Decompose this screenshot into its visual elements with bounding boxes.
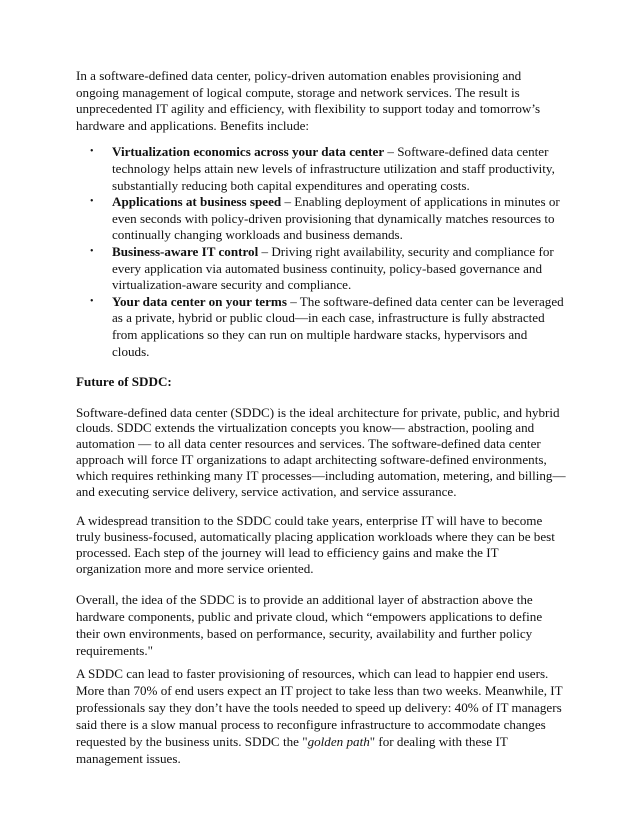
benefit-text: – Enabling deployment of applications in minutes or even seconds with policy-driven provisioning that dynamically matches resources to continually changing workloads and business demands. [112,194,560,243]
closing-paragraph [76,665,566,767]
benefit-text: – Driving right availability, security and compliance for every application via automated business continuity, policy-based governance and virtualization-aware security and compliance. [112,243,554,293]
bullet-icon: • [90,146,94,158]
closing-text-start: A SDDC can lead to faster provisioning of resources, which can lead to happier end users. More than 70% of end users expect an IT project to take less than two weeks. Meanwhile, IT professionals say they don’t have the tools needed to speed up delivery: 40% of IT managers said there is a slow manual process to reconfigure infrastructure to accommodate changes requested by the business units. SDDC the " [76,665,563,749]
benefit-title: Applications at business speed [112,194,282,210]
bullet-icon: • [90,295,94,307]
list-item [90,243,566,294]
benefit-title: Your data center on your terms [112,293,287,309]
list-item [90,293,566,360]
bullet-icon: • [90,196,94,208]
section-heading: Future of SDDC: [76,374,172,390]
closing-text-end: " for dealing with these IT management issues. [76,733,508,766]
list-item [90,194,566,244]
benefit-title: Business-aware IT control [112,243,259,259]
body-paragraph: Overall, the idea of the SDDC is to provide an additional layer of abstraction above the hardware components, public and private cloud, which “empowers applications to define their own environments, based on performance, security, availability and further policy requirements." [76,591,543,658]
benefit-text: – The software-defined data center can be leveraged as a private, hybrid or public cloud—in each case, infrastructure is fully abstracted from applications so they can run on multiple hardware stacks, hypervisors and clouds. [112,293,564,359]
document-page [76,68,566,781]
intro-paragraph: In a software-defined data center, policy-driven automation enables provisioning and ongoing management of logical compute, storage and network services. The result is unprecedented IT agility and efficiency, with flexibility to support today and tomorrow’s hardware and applications. Benefits include: [76,68,541,133]
benefit-title: Virtualization economics across your data center [112,144,385,160]
benefits-list [76,144,566,360]
body-paragraph: Software-defined data center (SDDC) is the ideal architecture for private, public, and hybrid clouds. SDDC extends the virtualization concepts you know— abstraction, pooling and automation — to all data center resources and services. The software-defined data center approach will force IT organizations to adapt architecting software-defined environments, which requires rethinking many IT processes—including automation, metering, and billing—and executing service delivery, service activation, and service assurance. [76,404,566,499]
body-paragraph: A widespread transition to the SDDC could take years, enterprise IT will have to become truly business-focused, automatically placing application workloads where they can be best processed. Each step of the journey will lead to efficiency gains and make the IT organization more and more service oriented. [76,513,555,576]
bullet-icon: • [90,245,94,257]
golden-path-emphasis: golden path [307,733,370,749]
benefit-text: – Software-defined data center technology helps attain new levels of infrastructure utilization and staff productivity, substantially reducing both capital expenditures and operating costs. [112,144,555,193]
list-item [90,144,566,194]
